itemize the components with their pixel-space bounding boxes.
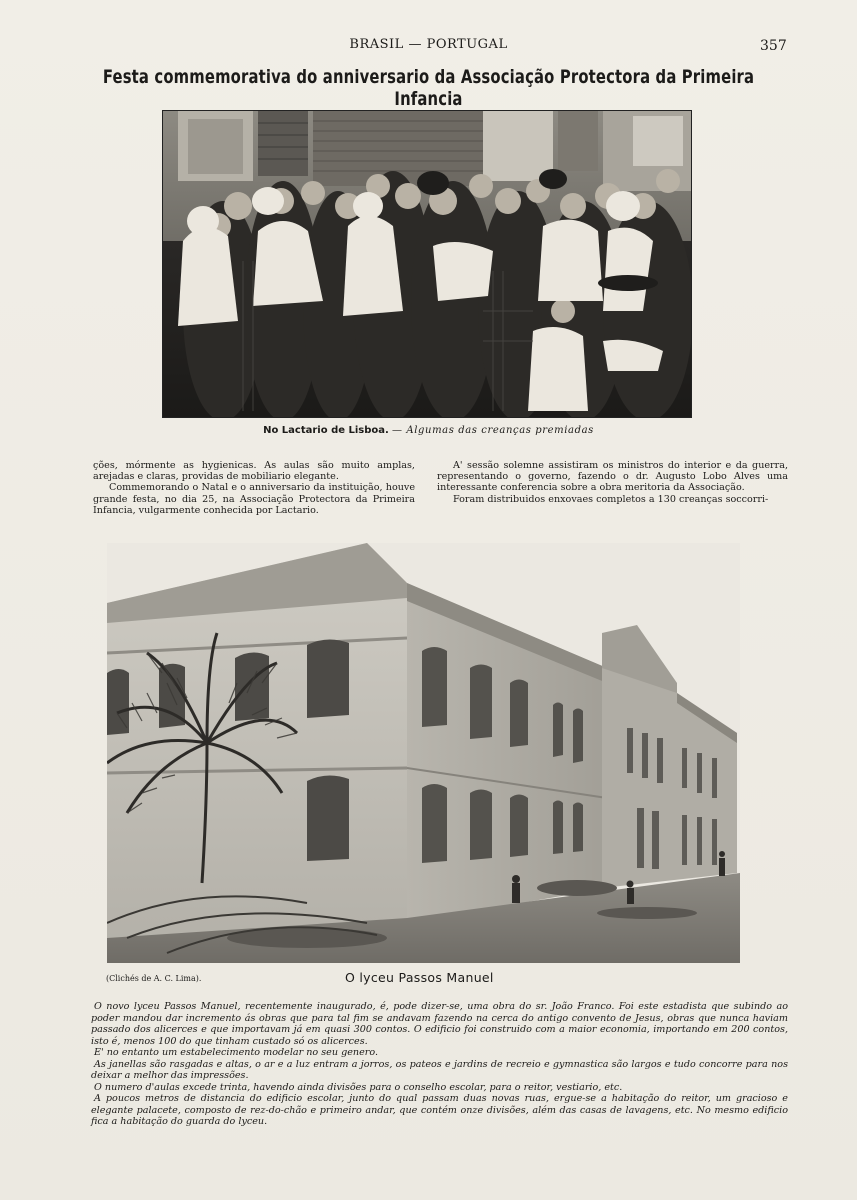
figure-caption-2: O lyceu Passos Manuel xyxy=(345,970,494,985)
article-headline: Festa commemorativa do anniversario da Associação Protectora da Primeira Infancia xyxy=(102,66,755,110)
page-number: 357 xyxy=(760,38,787,54)
paragraph: E' no entanto um estabelecimento modelar no seu genero. xyxy=(94,1047,378,1058)
paragraph: A poucos metros de distancia do edificio escolar, junto do qual passam duas novas ruas, ergue-se a habitação do reitor, um gracioso e elegante palacete, composto de rez-do-chão e primeiro andar, que contém onze divisões, além das casas de lavagens, etc. No mesmo edificio fica a habitação do guarda do lyceu. xyxy=(91,1093,788,1127)
lyceum-building-illustration xyxy=(107,543,740,963)
paragraph: Foram distribuidos enxovaes completos a 130 creanças soccorri- xyxy=(453,493,769,505)
text-column-right xyxy=(437,460,788,505)
paragraph: A' sessão solemne assistiram os ministros do interior e da guerra, representando o governo, fazendo o dr. Augusto Lobo Alves uma interessante conferencia sobre a obra meritoria da Associação. xyxy=(437,460,788,494)
lyceum-building-photo xyxy=(107,543,740,963)
paragraph: O numero d'aulas excede trinta, havendo ainda divisões para o conselho escolar, para o reitor, vestiario, etc. xyxy=(94,1081,623,1093)
lyceum-article-text xyxy=(91,1001,788,1128)
paragraph: O novo lyceu Passos Manuel, recentemente inaugurado, é, pode dizer-se, uma obra do sr. João Franco. Foi este estadista que subindo ao poder mandou dar incremento ás obras que para tal fim se andavam fazendo na cerca do antigo convento de Jesus, obras que nunca haviam passado dos alicerces e que importavam já em quasi 300 contos. O edificio foi construido com a maior economia, importando em 200 contos, isto é, menos 100 do que tinham custado só os alicerces. xyxy=(91,1001,788,1047)
group-photo-illustration xyxy=(163,111,691,417)
running-head: BRASIL — PORTUGAL xyxy=(349,37,508,52)
paragraph: As janellas são rasgadas e altas, o ar e a luz entram a jorros, os pateos e jardins de recreio e gymnastica são largos e tudo concorre para nos deixar a melhor das impressões. xyxy=(91,1058,788,1081)
caption-description: — Algumas das creanças premiadas xyxy=(392,425,594,436)
photo-credit: (Clichés de A. C. Lima). xyxy=(106,974,202,983)
paragraph: Commemorando o Natal e o anniversario da instituição, houve grande festa, no dia 25, na Associação Protectora da Primeira Infancia, vulgarmente conhecida por Lactario. xyxy=(93,482,415,516)
group-photo-mothers-children xyxy=(162,110,692,418)
caption-place: No Lactario de Lisboa. xyxy=(263,425,389,436)
text-column-left xyxy=(93,460,415,516)
paragraph: ções, mórmente as hygienicas. As aulas são muito amplas, arejadas e claras, providas de mobiliario elegante. xyxy=(93,460,415,483)
figure-caption-1 xyxy=(0,425,857,436)
